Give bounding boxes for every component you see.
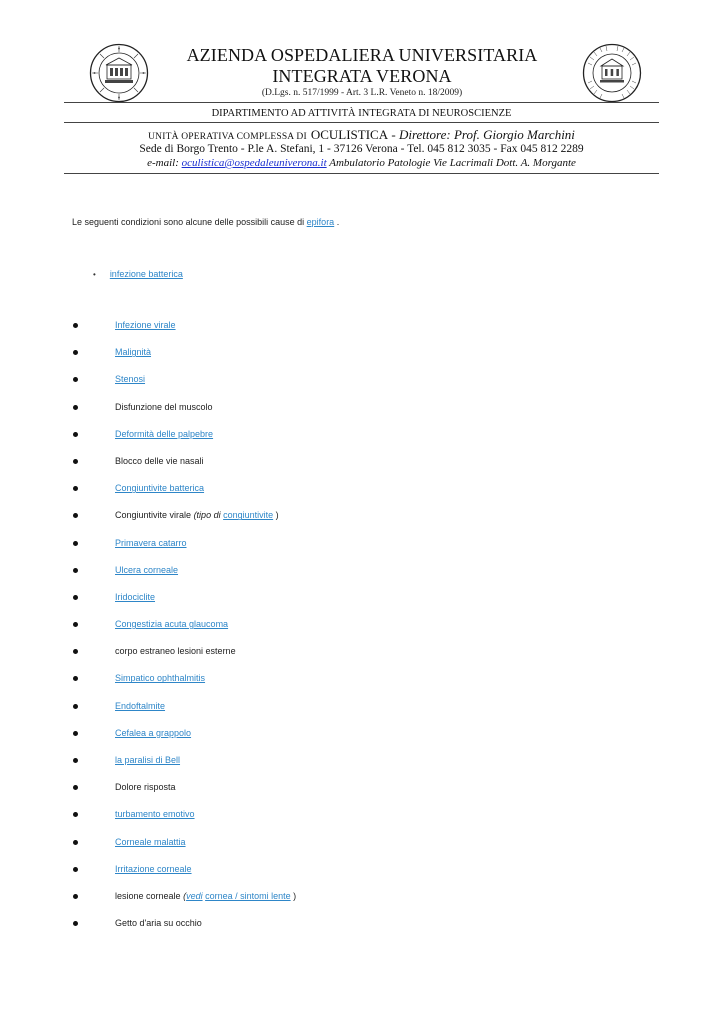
list-item-content <box>115 701 165 711</box>
list-item-content <box>115 755 180 765</box>
bullet-icon <box>73 377 78 382</box>
list-item-content <box>115 782 176 792</box>
list-item-content <box>115 673 205 683</box>
unit-line <box>64 126 659 144</box>
bullet-icon <box>73 894 78 899</box>
cause-link[interactable]: Congiuntivite batterica <box>115 483 205 494</box>
unit-prefix: UNITÀ OPERATIVA COMPLESSA DI <box>148 132 307 142</box>
legal-reference: (D.Lgs. n. 517/1999 - Art. 3 L.R. Veneto n. 18/2009) <box>261 88 463 98</box>
list-item-content <box>115 809 195 819</box>
cause-note-end: ) <box>275 510 279 521</box>
bullet-icon <box>73 486 78 491</box>
reference-link[interactable]: cornea / sintomi lente <box>205 890 291 901</box>
header-divider-top <box>64 102 659 103</box>
bullet-icon <box>73 568 78 573</box>
list-item-content <box>115 483 204 493</box>
list-item-content <box>115 646 236 656</box>
clinic-name: Ambulatorio Patologie Vie Lacrimali Dott. A. Morgante <box>329 157 576 169</box>
cause-label: Getto d'aria su occhio <box>115 918 202 929</box>
cause-link[interactable]: Congestizia acuta glaucoma <box>115 619 229 630</box>
email-link[interactable]: oculistica@ospedaleuniverona.it <box>181 157 327 169</box>
cause-note: (tipo di <box>193 510 221 521</box>
list-item-content <box>115 347 151 357</box>
list-item-content <box>115 374 145 384</box>
list-item-content <box>115 728 191 738</box>
cause-label: Congiuntivite virale <box>115 510 192 521</box>
cause-label: Disfunzione del muscolo <box>115 401 213 412</box>
bullet-icon <box>73 405 78 410</box>
header-divider-middle <box>64 122 659 123</box>
intro-end: . <box>336 217 340 227</box>
list-item-content <box>115 592 155 602</box>
see-link[interactable]: vedi <box>186 890 203 901</box>
intro-text: Le seguenti condizioni sono alcune delle possibili cause di <box>72 217 305 227</box>
cause-link[interactable]: Malignità <box>115 347 152 358</box>
list-item-content <box>115 565 178 575</box>
intro-paragraph <box>72 217 339 227</box>
cause-label: Dolore risposta <box>115 782 176 793</box>
list-item-content <box>115 918 202 928</box>
department-name: DIPARTIMENTO AD ATTIVITÀ INTEGRATA DI NEUROSCIENZE <box>211 108 512 119</box>
bullet-icon <box>73 323 78 328</box>
bullet-icon <box>73 595 78 600</box>
infezione-batterica-link[interactable]: infezione batterica <box>109 269 183 279</box>
list-item-content <box>115 891 296 901</box>
cause-link[interactable]: Endoftalmite <box>115 700 166 711</box>
cause-link[interactable]: Ulcera corneale <box>115 564 179 575</box>
cause-link[interactable]: Cefalea a grappolo <box>115 727 192 738</box>
bullet-icon <box>73 622 78 627</box>
address-line: Sede di Borgo Trento - P.le A. Stefani, 1 - 37126 Verona - Tel. 045 812 3035 - Fax 045 812 2289 <box>139 143 584 155</box>
cause-label: lesione corneale <box>115 890 181 901</box>
bullet-icon <box>73 758 78 763</box>
list-item-content <box>115 864 192 874</box>
bullet-icon <box>73 513 78 518</box>
list-item-content <box>115 429 213 439</box>
bullet-icon <box>73 459 78 464</box>
epifora-link[interactable]: epifora <box>306 217 335 227</box>
hospital-title: AZIENDA OSPEDALIERA UNIVERSITARIA INTEGRATA VERONA <box>186 45 538 86</box>
bullet-icon <box>73 432 78 437</box>
bullet-icon <box>73 785 78 790</box>
bullet-icon <box>73 840 78 845</box>
email-label: e-mail: <box>147 157 179 169</box>
cause-link[interactable]: Irritazione corneale <box>115 863 192 874</box>
cause-label: Blocco delle vie nasali <box>115 455 204 466</box>
bullet-icon <box>73 704 78 709</box>
list-item-content <box>115 837 186 847</box>
list-item-content <box>115 510 279 520</box>
unit-director: - Direttore: Prof. Giorgio Marchini <box>388 127 575 142</box>
cause-link[interactable]: turbamento emotivo <box>115 809 195 820</box>
cause-link[interactable]: la paralisi di Bell <box>115 755 181 765</box>
header-divider-bottom <box>64 173 659 174</box>
cause-link[interactable]: Stenosi <box>115 374 146 385</box>
cause-label: corpo estraneo lesioni esterne <box>115 646 236 657</box>
bullet-icon <box>73 649 78 654</box>
university-seal-left-logo <box>89 43 149 103</box>
list-item-content <box>115 538 187 548</box>
university-seal-right-logo <box>582 43 642 103</box>
cause-link[interactable]: Primavera catarro <box>115 537 187 548</box>
bullet-icon: • <box>93 270 96 279</box>
bullet-icon <box>73 731 78 736</box>
cause-note-end: ) <box>293 890 297 901</box>
list-item-content <box>115 456 204 466</box>
cause-link[interactable]: Deformità delle palpebre <box>115 428 214 439</box>
cause-link[interactable]: Iridociclite <box>115 591 156 602</box>
contact-line <box>64 157 659 169</box>
list-item-content <box>115 402 213 412</box>
unit-name: OCULISTICA <box>310 127 389 142</box>
list-item-content <box>115 320 176 330</box>
reference-link[interactable]: congiuntivite <box>223 510 274 521</box>
bullet-icon <box>73 541 78 546</box>
list-item-content <box>115 619 228 629</box>
first-list-item <box>93 269 183 279</box>
bullet-icon <box>73 350 78 355</box>
bullet-icon <box>73 676 78 681</box>
cause-link[interactable]: Infezione virale <box>115 320 176 330</box>
bullet-icon <box>73 867 78 872</box>
bullet-icon <box>73 812 78 817</box>
bullet-icon <box>73 921 78 926</box>
cause-note: ( <box>183 890 187 901</box>
cause-link[interactable]: Simpatico ophthalmitis <box>115 673 206 684</box>
cause-link[interactable]: Corneale malattia <box>115 836 186 847</box>
